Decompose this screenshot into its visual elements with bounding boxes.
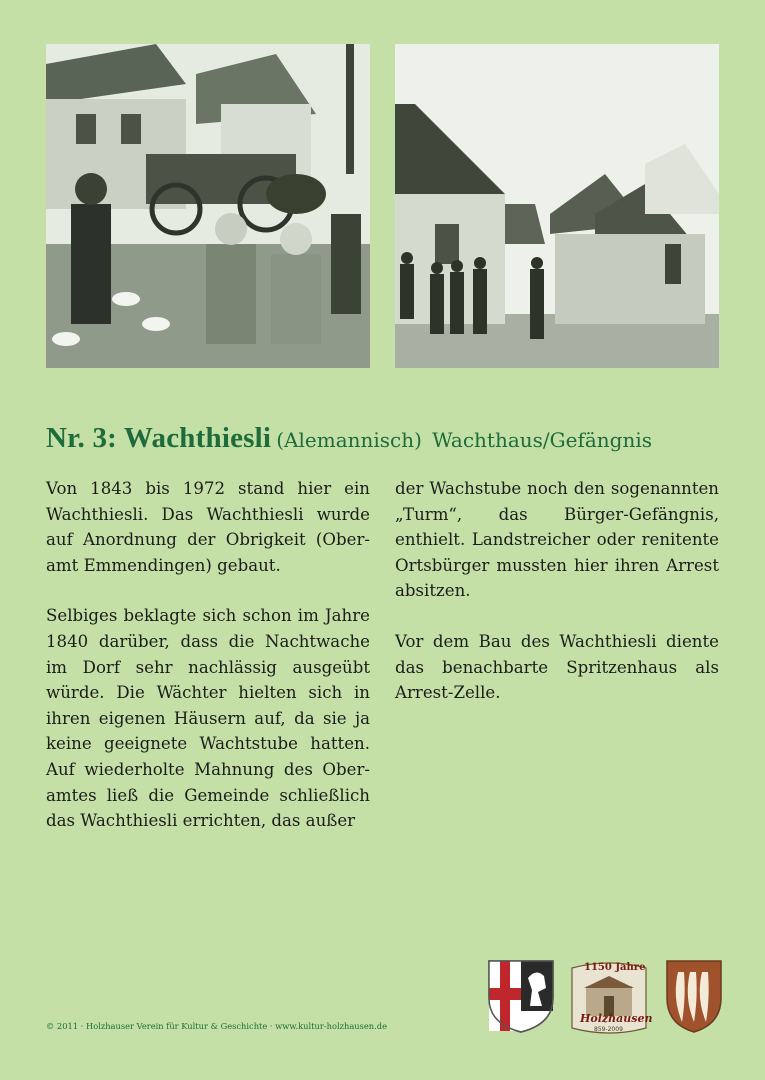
text-column-left — [46, 476, 370, 859]
paragraph: Vor dem Bau des Wachthiesli diente das benachbarte Spritzenhaus als Arrest-Zelle. — [395, 631, 719, 703]
village-street-photo — [46, 44, 370, 368]
title-meaning: Wachthaus/Gefängnis — [432, 428, 653, 452]
holzhausen-coat-of-arms-icon — [486, 958, 556, 1034]
badge-name: Holzhausen — [580, 1012, 653, 1025]
badge-years: 859-2009 — [594, 1026, 623, 1033]
paragraph: Selbiges beklagte sich schon im Jahre 1840 darüber, dass die Nachtwache im Dorf sehr nachlässig ausgeübt würde. Die Wächter hielten sich in ihren eigenen Häusern auf, da sie ja keine geeignete Wachtstube hatten. Auf wiederholte Mahnung des Oberamtes ließ die Gemeinde schließlich das Wachthiesli errichten, das außer — [46, 606, 370, 831]
logo-row — [486, 958, 726, 1038]
title-dialect: (Alemannisch) — [276, 428, 422, 452]
badge-title: 1150 Jahre — [584, 962, 646, 973]
footer-copyright: © 2011 · Holzhauser Verein für Kultur & Geschichte · www.kultur-holzhausen.de — [46, 1021, 387, 1031]
text-column-right — [395, 476, 719, 731]
title-main: Nr. 3: Wachthiesli — [46, 422, 272, 454]
wachthaus-photo — [395, 44, 719, 368]
jubilee-badge-icon — [566, 958, 652, 1038]
paragraph: der Wachstube noch den sogenannten „Turm“, das Bürger-Gefängnis, enthielt. Landstreicher oder renitente Ortsbürger mussten hier ihren Arrest absitzen. — [395, 479, 719, 601]
emmendingen-coat-of-arms-icon — [664, 958, 724, 1034]
page-title — [46, 422, 726, 455]
paragraph: Von 1843 bis 1972 stand hier ein Wachthiesli. Das Wachthiesli wurde auf Anordnung der Obrigkeit (Oberamt Emmendingen) gebaut. — [46, 479, 370, 575]
